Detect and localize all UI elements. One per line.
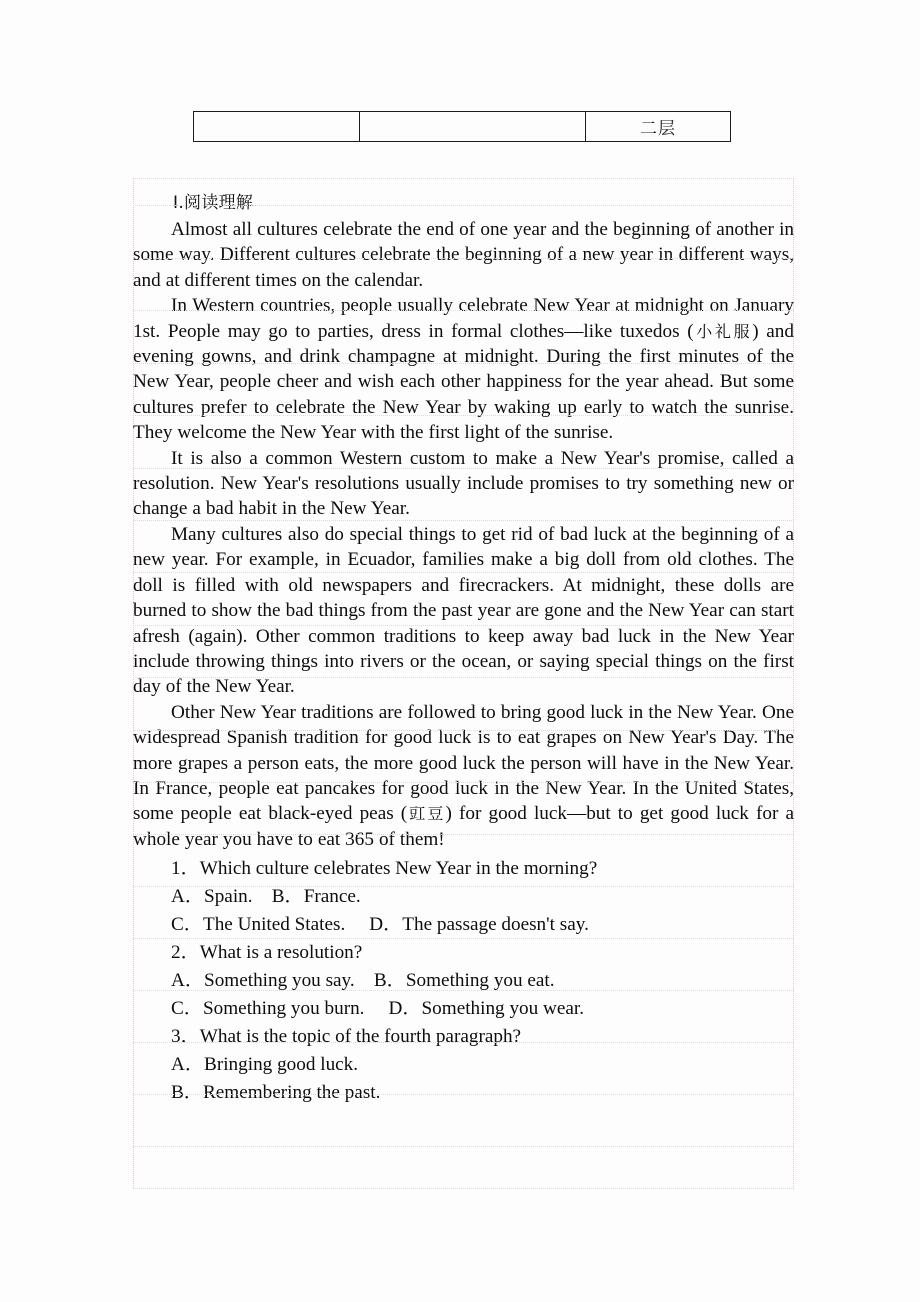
passage-body — [133, 190, 794, 1107]
question-3-stem: 3．What is the topic of the fourth paragraph? — [171, 1026, 522, 1048]
ruled-guide-line — [133, 625, 794, 626]
passage-paragraph-2: In Western countries, people usually celebrate New Year at midnight on January 1st. People may go to parties, dress in formal clothes—like tuxedos (小礼服) and evening gowns, and drink champagne at midnight. During the first minutes of the New Year, people cheer and wish each other happiness for the year ahead. But some cultures prefer to celebrate the New Year by waking up early to watch the sunrise. They welcome the New Year with the first light of the sunrise. — [133, 295, 794, 444]
question-1-options-line-2[interactable]: C．The United States. D．The passage doesn't say. — [171, 914, 589, 936]
chinese-gloss: 豇豆 — [407, 804, 446, 824]
ruled-guide-line — [133, 310, 794, 311]
ruled-guide-line — [133, 363, 794, 364]
ruled-guide-line — [133, 1094, 794, 1095]
passage-paragraph-1: Almost all cultures celebrate the end of one year and the beginning of another in some way. Different cultures celebrate the beginning of a new year in different ways, and at different times on the calendar. — [133, 219, 794, 291]
passage-paragraph-5: Other New Year traditions are followed to bring good luck in the New Year. One widespread Spanish tradition for good luck is to eat grapes on New Year's Day. The more grapes a person eats, the more good luck the person will have in the New Year. In France, people eat pancakes for good luck in the New Year. In the United States, some people eat black-eyed peas (豇豆) for good luck—but to get good luck for a whole year you have to eat 365 of them! — [133, 701, 794, 850]
question-3-options-line-1[interactable]: A．Bringing good luck. — [171, 1054, 359, 1076]
ruled-guide-line — [133, 415, 794, 416]
question-1-stem: 1．Which culture celebrates New Year in the morning? — [171, 858, 598, 880]
ruled-guide-line — [133, 258, 794, 259]
question-3-options-line-2[interactable]: B．Remembering the past. — [171, 1082, 381, 1104]
ruled-guide-line — [133, 468, 794, 469]
ruled-guide-line — [133, 990, 794, 991]
table-cell-1 — [194, 112, 360, 142]
header-table-wrapper — [193, 111, 727, 142]
section-title: Ⅰ.阅读理解 — [173, 193, 254, 213]
ruled-guide-line — [133, 886, 794, 887]
ruled-guide-line — [133, 1042, 794, 1043]
question-2-stem: 2．What is a resolution? — [171, 942, 363, 964]
ruled-guide-line — [133, 572, 794, 573]
chinese-gloss: 小礼服 — [693, 321, 753, 341]
question-2-options-line-2[interactable]: C．Something you burn. D．Something you wear. — [171, 998, 585, 1020]
questions-list — [133, 855, 794, 1107]
ruled-guide-line — [133, 834, 794, 835]
table-cell-3: 二层 — [586, 112, 731, 142]
ruled-guide-line — [133, 205, 794, 206]
question-1-options-line-1[interactable]: A．Spain. B．France. — [171, 886, 361, 908]
ruled-guide-line — [133, 677, 794, 678]
ruled-guide-line — [133, 730, 794, 731]
ruled-guide-line — [133, 1188, 794, 1189]
ruled-guide-line — [133, 1146, 794, 1147]
table-cell-2 — [360, 112, 586, 142]
table-row — [194, 112, 731, 142]
header-table — [193, 111, 731, 142]
passage-paragraph-4: Many cultures also do special things to get rid of bad luck at the beginning of a new year. For example, in Ecuador, families make a big doll from old clothes. The doll is filled with old newspapers and firecrackers. At midnight, these dolls are burned to show the bad things from the past year are gone and the New Year can start afresh (again). Other common traditions to keep away bad luck in the New Year include throwing things into rivers or the ocean, or saying special things on the first day of the New Year. — [133, 523, 794, 698]
ruled-guide-line — [133, 782, 794, 783]
question-2-options-line-1[interactable]: A．Something you say. B．Something you eat. — [171, 970, 555, 992]
ruled-guide-line — [133, 178, 794, 179]
passage-paragraph-3: It is also a common Western custom to make a New Year's promise, called a resolution. New Year's resolutions usually include promises to try something new or change a bad habit in the New Year. — [133, 447, 794, 520]
ruled-guide-line — [133, 938, 794, 939]
ruled-guide-line — [133, 520, 794, 521]
